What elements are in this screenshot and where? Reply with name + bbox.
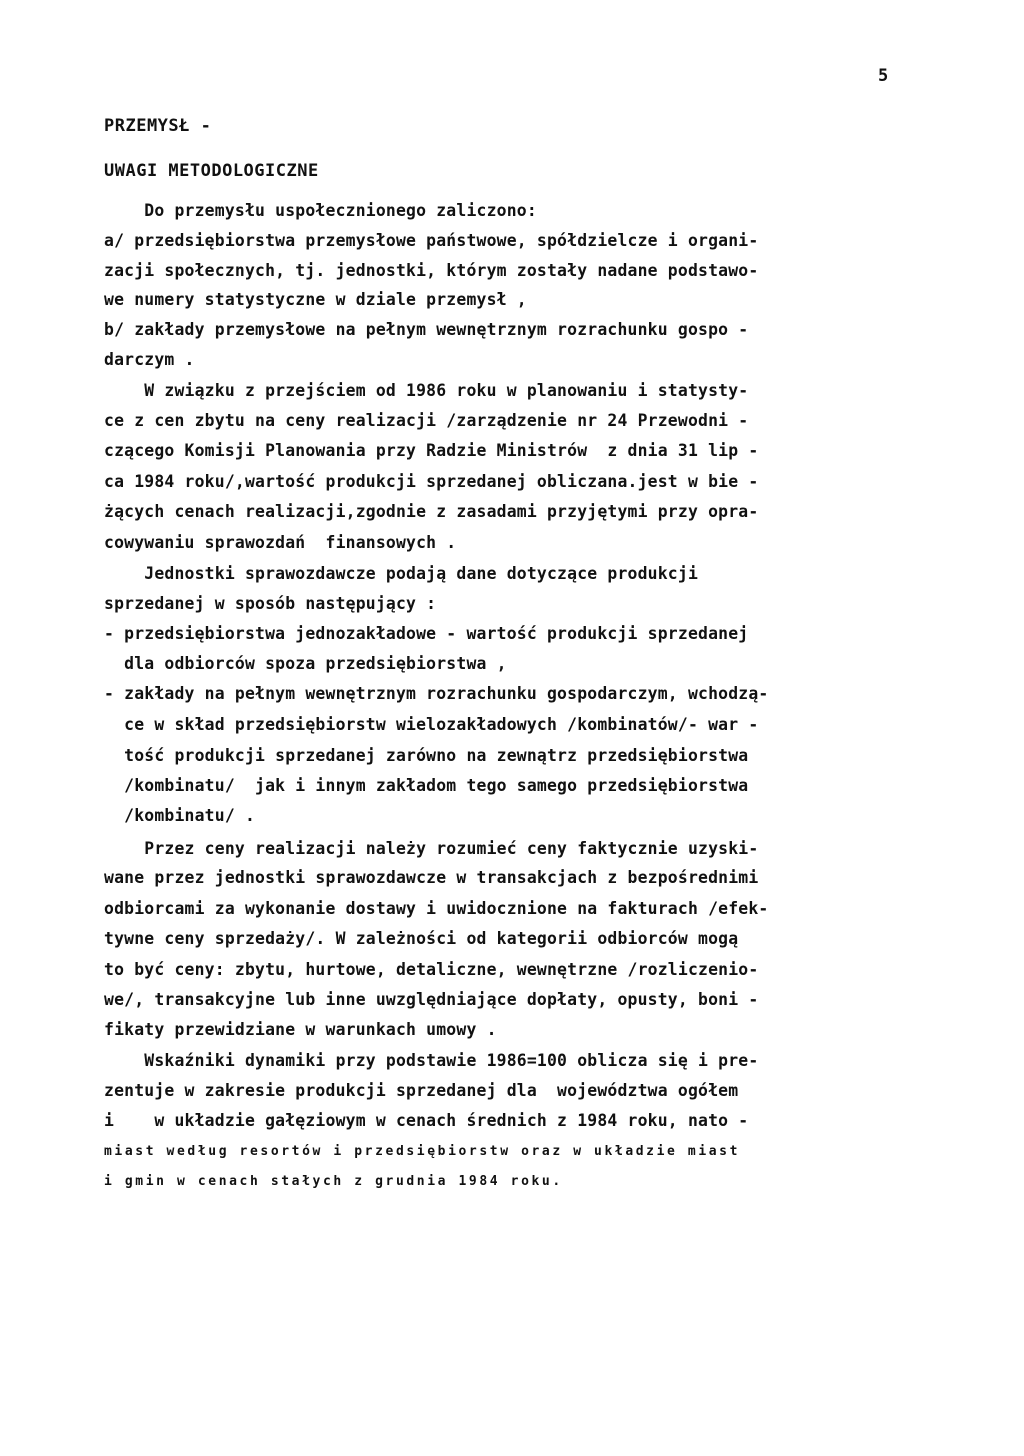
text-line: wane przez jednostki sprawozdawcze w transakcjach z bezpośrednimi	[104, 868, 759, 887]
text-line: cowywaniu sprawozdań finansowych .	[104, 533, 457, 552]
text-line: b/ zakłady przemysłowe na pełnym wewnętrznym rozrachunku gospo -	[104, 320, 749, 339]
text-line: /kombinatu/ jak i innym zakładom tego samego przedsiębiorstwa	[104, 776, 749, 795]
text-line: Przez ceny realizacji należy rozumieć ceny faktycznie uzyski-	[104, 839, 759, 858]
text-line: fikaty przewidziane w warunkach umowy .	[104, 1020, 497, 1039]
text-line: a/ przedsiębiorstwa przemysłowe państwowe, spółdzielcze i organi-	[104, 231, 759, 250]
text-line: darczym .	[104, 350, 195, 369]
text-line: we numery statystyczne w dziale przemysł ,	[104, 290, 527, 309]
text-line: ce z cen zbytu na ceny realizacji /zarządzenie nr 24 Przewodni -	[104, 411, 749, 430]
text-line: W związku z przejściem od 1986 roku w planowaniu i statysty-	[104, 381, 749, 400]
text-line: Jednostki sprawozdawcze podają dane dotyczące produkcji	[104, 564, 699, 583]
text-line: - przedsiębiorstwa jednozakładowe - wartość produkcji sprzedanej	[104, 624, 749, 643]
text-line: tywne ceny sprzedaży/. W zależności od kategorii odbiorców mogą	[104, 929, 739, 948]
page-number: 5	[878, 66, 889, 86]
text-line: we/, transakcyjne lub inne uwzględniające dopłaty, opusty, boni -	[104, 990, 759, 1009]
text-line: to być ceny: zbytu, hurtowe, detaliczne, wewnętrzne /rozliczenio-	[104, 960, 759, 979]
text-line: i gmin w cenach stałych z grudnia 1984 roku.	[104, 1174, 563, 1189]
section-subtitle: UWAGI METODOLOGICZNE	[104, 161, 319, 181]
section-title: PRZEMYSŁ -	[104, 116, 212, 136]
text-line: i w układzie gałęziowym w cenach średnich z 1984 roku, nato -	[104, 1111, 749, 1130]
text-line: dla odbiorców spoza przedsiębiorstwa ,	[104, 654, 507, 673]
text-line: ca 1984 roku/,wartość produkcji sprzedanej obliczana.jest w bie -	[104, 472, 759, 491]
text-line: odbiorcami za wykonanie dostawy i uwidocznione na fakturach /efek-	[104, 899, 769, 918]
text-line: tość produkcji sprzedanej zarówno na zewnątrz przedsiębiorstwa	[104, 746, 749, 765]
text-line: Wskaźniki dynamiki przy podstawie 1986=100 oblicza się i pre-	[104, 1051, 759, 1070]
text-line: zentuje w zakresie produkcji sprzedanej dla województwa ogółem	[104, 1081, 739, 1100]
text-line: sprzedanej w sposób następujący :	[104, 594, 437, 613]
text-line: ce w skład przedsiębiorstw wielozakładowych /kombinatów/- war -	[104, 715, 759, 734]
text-line: czącego Komisji Planowania przy Radzie Ministrów z dnia 31 lip -	[104, 441, 759, 460]
text-line: /kombinatu/ .	[104, 806, 256, 825]
text-line: miast według resortów i przedsiębiorstw oraz w układzie miast	[104, 1144, 741, 1159]
text-line: żących cenach realizacji,zgodnie z zasadami przyjętymi przy opra-	[104, 502, 759, 521]
text-line: - zakłady na pełnym wewnętrznym rozrachunku gospodarczym, wchodzą-	[104, 684, 769, 703]
text-line: zacji społecznych, tj. jednostki, którym zostały nadane podstawo-	[104, 261, 759, 280]
text-line: Do przemysłu uspołecznionego zaliczono:	[104, 201, 537, 220]
